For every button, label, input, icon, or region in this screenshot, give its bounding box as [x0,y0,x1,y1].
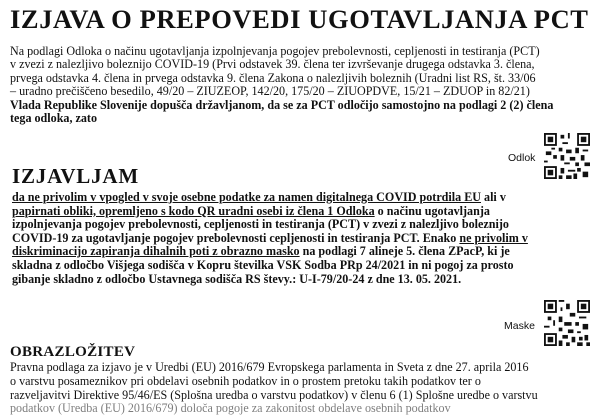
explanation-line: podatkov (Uredba (EU) 2016/679) določa pogoje za zakonitost obdelave osebnih podatkov [10,401,451,416]
underlined-text: da ne privolim v vpogled v svoje osebne podatke za namen digitalnega COVID potrdila EU [12,190,481,204]
qr-label-odlok: Odlok [508,152,536,164]
intro-bold-line [10,99,602,112]
declaration-paragraph [12,191,600,286]
explanation-line: Pravna podlaga za izjavo je v Uredbi (EU) 2016/679 Evropskega parlamenta in Sveta z dne 27. aprila 2016 [10,360,529,374]
qr-label-maske: Maske [504,320,535,332]
document-title: IZJAVA O PREPOVEDI UGOTAVLJANJA PCT [10,4,589,34]
declaration-line [12,191,600,205]
heading-obrazlozitev: OBRAZLOŽITEV [10,344,136,360]
underlined-text: papirnati obliki, opremljeno s kodo QR uradni osebi iz člena 1 Odloka [12,203,375,218]
explanation-paragraph [10,361,602,416]
plain-text: COVID-19 za ugotavljanje pogojev prebolevnosti cepljenosti in testiranja PCT. Enako [12,230,457,245]
intro-bold-text: tega odloka, zato [10,111,98,126]
plain-text: na podlagi 7 alineje 5. člena ZPacP, ki je [299,244,510,259]
explanation-line: razveljavitvi Direktive 95/46/ES (Splošna uredba o varstvu podatkov) v členu 6 (1) Splošne uredbe o varstvu [10,387,538,402]
intro-bold-text: Vlada Republike Slovenije dopušča državljanom, da se za PCT odločijo samostojno na podlagi 2 (2) člena [10,97,554,112]
declaration-line: gibanje skladno z odločbo Ustavnega sodišča RS števy.: U-I-79/20-24 z dne 13. 05. 2021. [12,271,462,286]
declaration-line [12,205,600,219]
intro-paragraph [10,45,602,125]
intro-line: v zvezi z nalezljivo boleznijo COVID-19 (Prvi odstavek 39. člena ter izvrševanje drugega odstavka 3. člena, [10,57,535,72]
qr-code-maske[interactable] [544,300,590,346]
underlined-text: ne privolim v [459,230,528,245]
plain-text: o načinu ugotavljanja [374,203,490,218]
declaration-line: izpolnjevanja pogojev prebolevnosti, cepljenosti in testiranja (PCT) v zvezi z nalezljivo boleznijo [12,217,509,232]
underlined-text: diskriminacijo zapiranja dihalnih poti z obrazno masko [12,244,300,259]
declaration-line [12,232,600,246]
intro-line: prvega odstavka 4. člena in prvega odstavka 9. člena Zakona o nalezljivih boleznih (Uradni list RS, št. 33/06 [10,70,536,85]
intro-bold-line [10,112,602,125]
qr-code-odlok[interactable] [544,133,590,179]
intro-line: – uradno prečiščeno besedilo, 49/20 – ZIUZEOP, 142/20, 175/20 – ZIUOPDVE, 15/21 – ZDUOP in 82/21) [10,84,530,99]
plain-text: ali v [481,190,506,204]
explanation-line: o varstvu posameznikov pri obdelavi osebnih podatkov in o prostem pretoku takih podatkov ter o [10,373,481,388]
heading-izjavljam: IZJAVLJAM [12,164,139,188]
declaration-line: skladna z odločbo Višjega sodišča v Kopru številka VSK Sodba PRp 24/2021 in ni pogoj za prosto [12,257,514,272]
declaration-line [12,245,600,259]
intro-line: Na podlagi Odloka o načinu ugotavljanja izpolnjevanja pogojev prebolevnosti, cepljenosti in testiranja (PCT) [10,44,540,58]
